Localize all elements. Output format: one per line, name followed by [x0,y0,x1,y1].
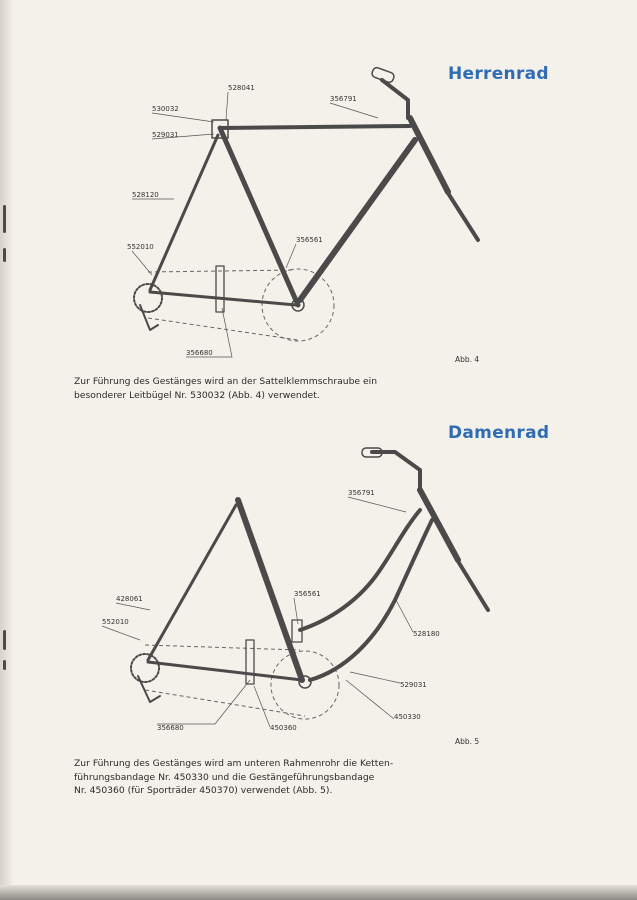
paragraph-herrenrad: Zur Führung des Gestänges wird an der Sattelklemmschraube ein besonderer Leitbügel Nr. 530032 (Abb. 4) verwendet. [74,376,378,401]
part-label: 356680 [157,724,184,732]
derailleur [138,676,160,702]
figure-caption-abb4: Abb. 4 [455,355,480,364]
part-label: 528180 [413,630,440,638]
part-label: 528041 [228,84,255,92]
seat-tube [238,500,302,680]
paragraph-damenrad: Zur Führung des Gestänges wird am unteren Rahmenrohr die Ketten- führungsbandage Nr. 450330 und die Gestängeführungsbandage Nr. 450360 (für Sporträder 450370) verwendet (Abb. 5). [74,758,394,796]
lower-curved-tube [310,520,432,680]
section-title-damenrad: Damenrad [448,423,550,443]
rear-sprocket [131,654,159,682]
part-label: 356791 [330,95,357,103]
part-label: 356791 [348,489,375,497]
part-label: 356561 [294,590,321,598]
part-label: 356561 [296,236,323,244]
part-label: 529031 [400,681,427,689]
part-label: 552010 [127,243,154,251]
part-label: 528120 [132,191,159,199]
head-tube [420,490,458,560]
part-label: 552010 [102,618,129,626]
handlebar [372,452,420,490]
chainwheel-outline [271,651,339,719]
chain-outline [145,645,305,716]
part-label: 529031 [152,131,179,139]
part-label: 356680 [186,349,213,357]
part-label: 530032 [152,105,179,113]
section-title-herrenrad: Herrenrad [448,64,549,84]
chainstay-clip [246,640,254,684]
part-label: 428061 [116,595,143,603]
figure-caption-abb5: Abb. 5 [455,737,480,746]
fork [456,558,488,610]
part-label: 450360 [270,724,297,732]
part-label: 450330 [394,713,421,721]
chain-stay [148,662,302,680]
page-bottom-edge [0,885,637,900]
frame-drawing-damenrad [102,448,488,727]
seat-stay [148,505,236,660]
